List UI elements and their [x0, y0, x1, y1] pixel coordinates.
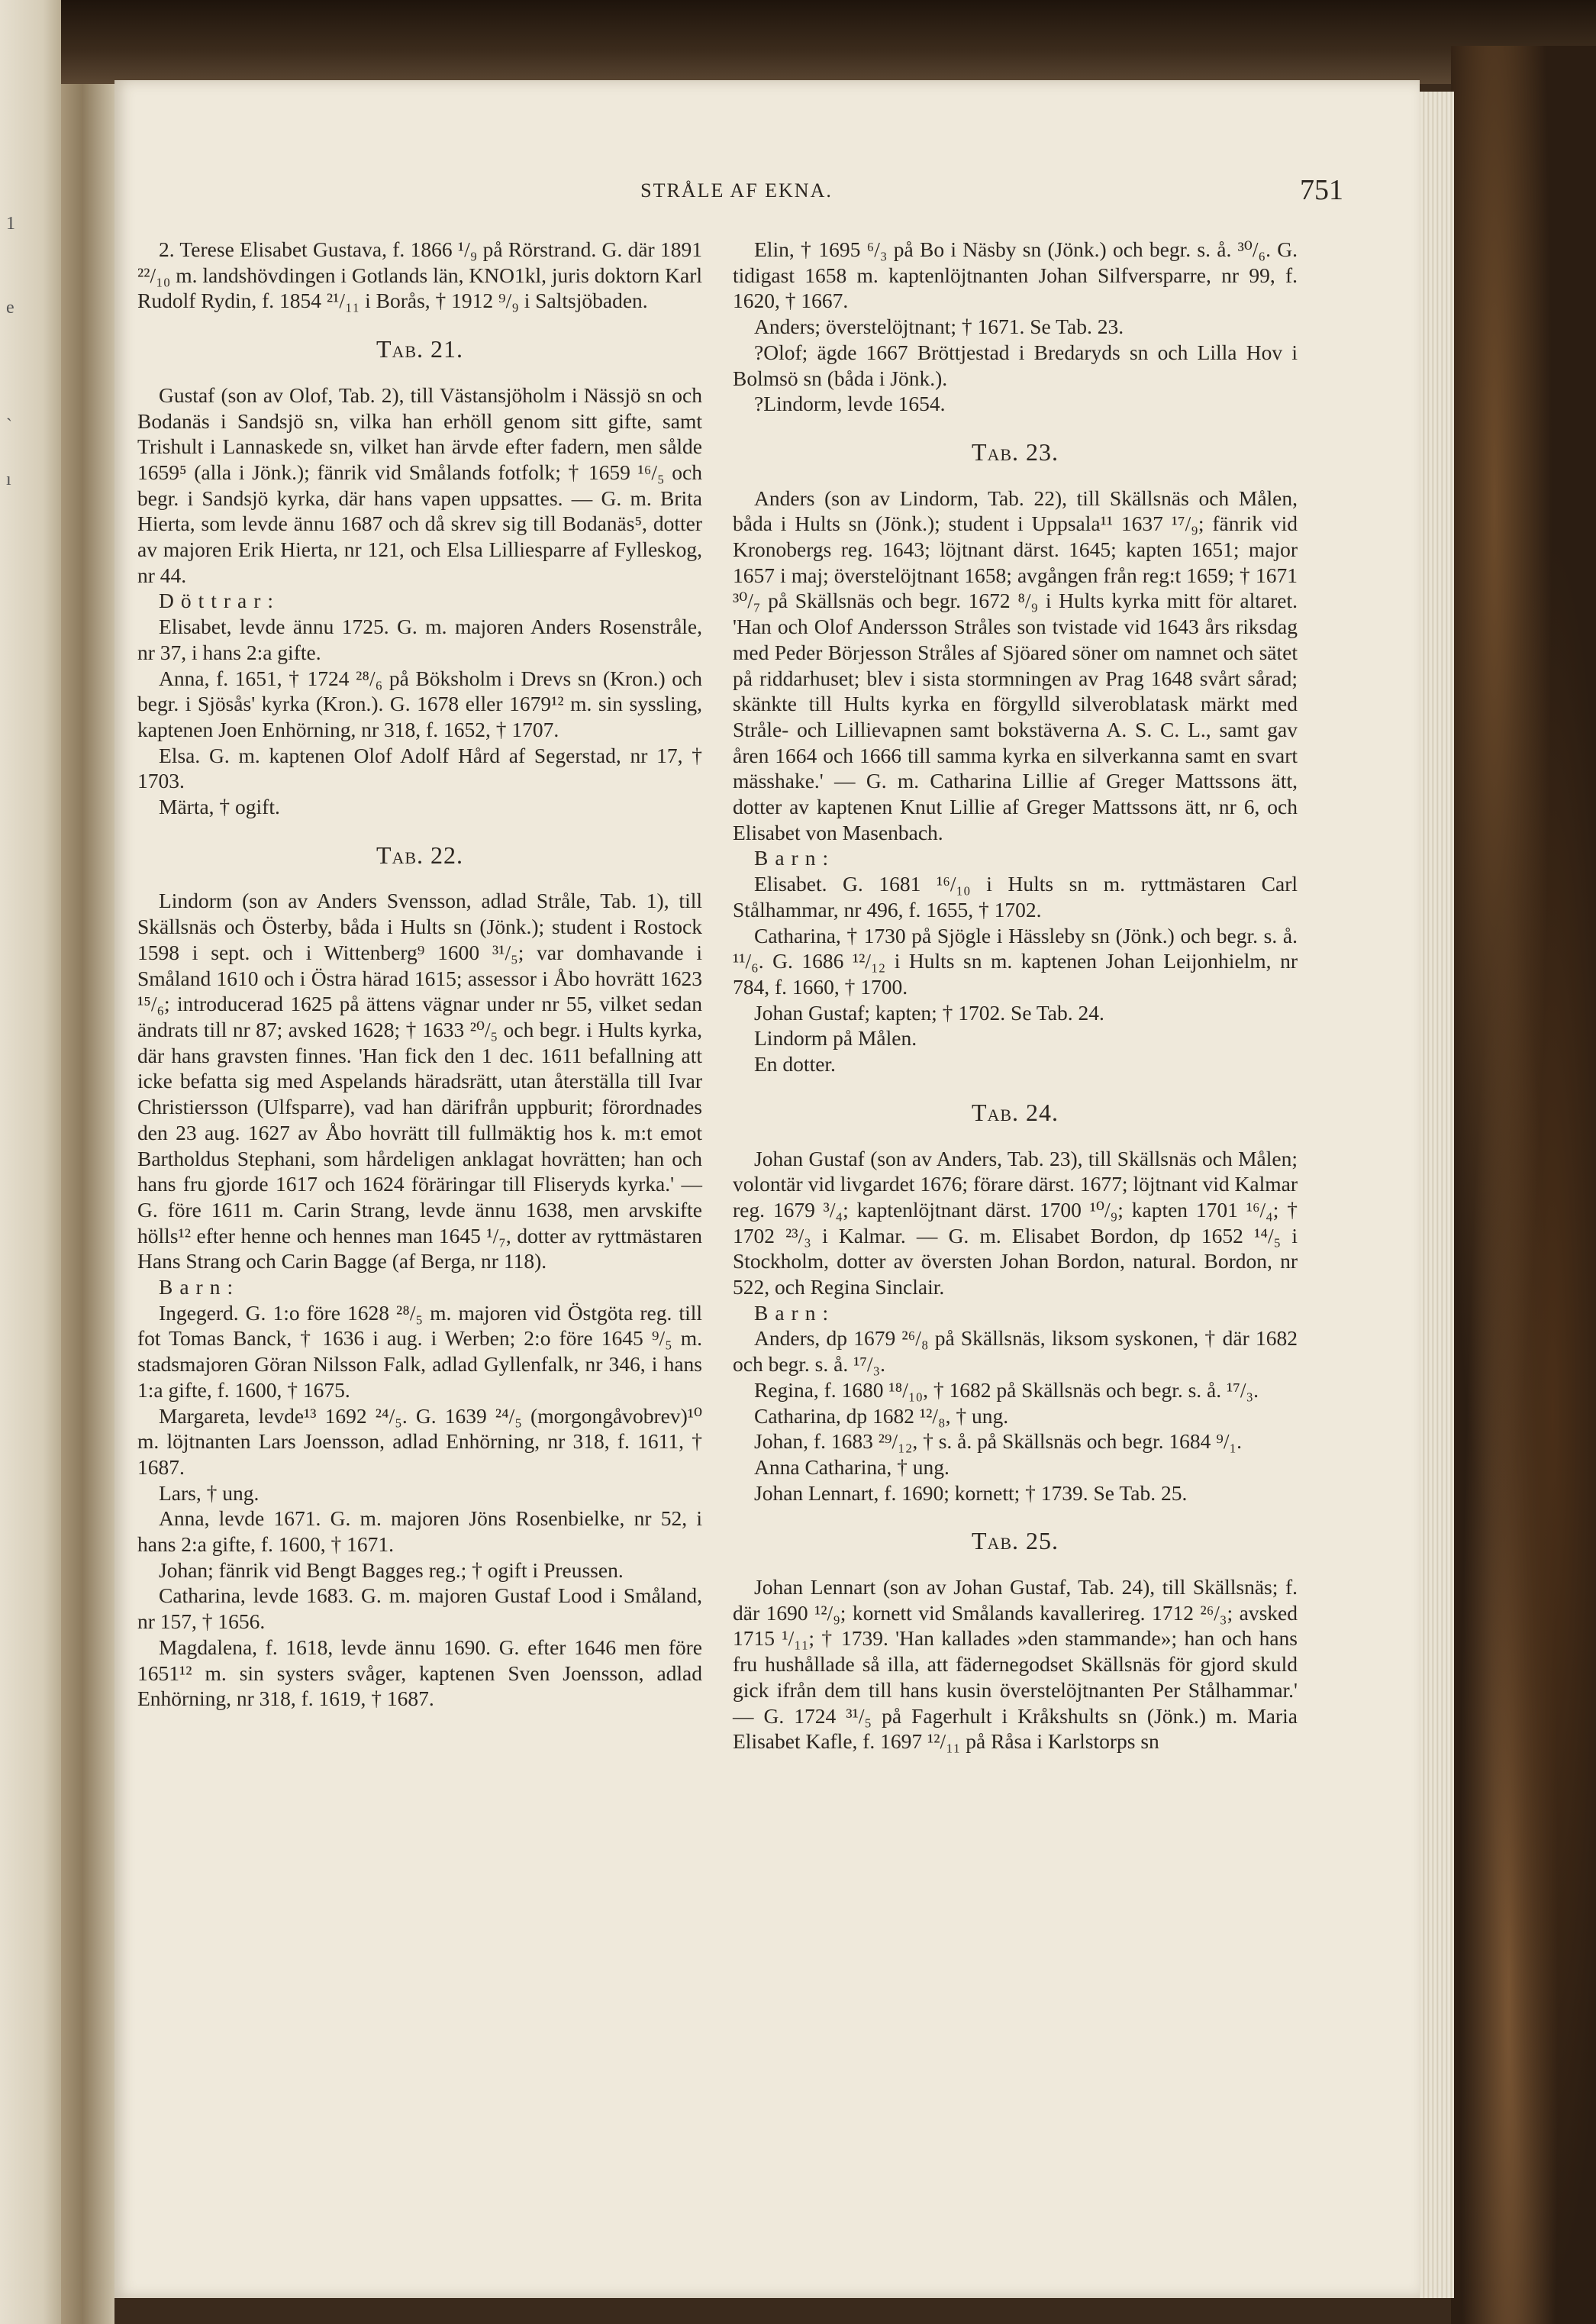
table-heading: Tab. 22.	[376, 841, 464, 869]
entry-paragraph: Magdalena, f. 1618, levde ännu 1690. G. efter 1646 men före 1651¹² m. sin systers svåger, kaptenen Sven Joensson, adlad Enhörning, nr 318, f. 1619, † 1687.	[137, 1635, 702, 1711]
table-heading: Tab. 24.	[971, 1098, 1059, 1126]
entry-paragraph: Catharina, † 1730 på Sjögle i Hässleby sn (Jönk.) och begr. s. å. ¹¹/₆. G. 1686 ¹²/₁₂ i Hults sn m. kaptenen Johan Leijonhielm, nr 784, f. 1660, † 1700.	[733, 923, 1298, 999]
entry-paragraph: Elisabet. G. 1681 ¹⁶/₁₀ i Hults sn m. ryttmästaren Carl Stålhammar, nr 496, f. 1655, † 1702.	[733, 872, 1298, 922]
entry-paragraph: Johan Lennart (son av Johan Gustaf, Tab. 24), till Skällsnäs; f. där 1690 ¹²/₉; kornett vid Smålands kavallerireg. 1712 ²⁶/₃; avsked 1715 ¹/₁₁; † 1739. 'Han kallades »den stammande»; han och hans fru hushållade så illa, att fädernegodset Skällsnäs för gjord skuld gick ifrån dem till hans kusin överstelöjtnanten Per Stålhammar.' — G. 1724 ³¹/₅ på Fagerhult i Kråkshults sn (Jönk.) m. Maria Elisabet Kafle, f. 1697 ¹²/₁₁ på Råsa i Karlstorps sn	[733, 1575, 1298, 1754]
entry-paragraph: Elin, † 1695 ⁶/₃ på Bo i Näsby sn (Jönk.) och begr. s. å. ³⁰/₆. G. tidigast 1658 m. kaptenlöjtnanten Johan Silfversparre, nr 99, f. 1620, † 1667.	[733, 237, 1298, 313]
entry-paragraph: ?Olof; ägde 1667 Bröttjestad i Bredaryds sn och Lilla Hov i Bolmsö sn (båda i Jönk.).	[733, 340, 1298, 390]
running-head: STRÅLE AF EKNA.	[640, 179, 833, 202]
entry-paragraph: Elsa. G. m. kaptenen Olof Adolf Hård af Segerstad, nr 17, † 1703.	[137, 743, 702, 793]
entry-paragraph: Lindorm (son av Anders Svensson, adlad Stråle, Tab. 1), till Skällsnäs och Österby, båda i Hults sn (Jönk.); student i Rostock 1598 i sept. och i Wittenberg⁹ 1600 ³¹/₅; var domhavande i Småland 1610 och i Östra härad 1615; assessor i Åbo hovrätt 1623 ¹⁵/₆; introducerad 1625 på ättens vägnar under nr 55, vilket sedan ändrats till nr 87; avsked 1628; † 1633 ²⁰/₅ och begr. i Hults kyrka, där hans gravsten finnes. 'Han fick den 1 dec. 1611 befallning att icke befatta sig med Aspelands häradsrätt, utan återställa till Ivar Christiersson (Ulfsparre), vad han därifrån uppburit; förordnades den 23 aug. 1627 av Åbo hovrätt till fullmäktig hos k. m:t emot Bartholdus Stephani, som hårdeligen anklagat hovrätten; han och hans fru gjorde 1617 och 1624 föräringar till Fliseryds kyrka.' — G. före 1611 m. Carin Strang, levde ännu 1638, men arvskifte hölls¹² efter henne och hennes man 1645 ¹/₇, dotter av ryttmästaren Hans Strang och Carin Bagge (af Berga, nr 118).	[137, 889, 702, 1273]
entry-paragraph: Catharina, levde 1683. G. m. majoren Gustaf Lood i Småland, nr 157, † 1656.	[137, 1583, 702, 1634]
table-heading: Tab. 25.	[971, 1527, 1059, 1555]
page-edges	[1416, 92, 1454, 2298]
children-label: Döttrar:	[159, 589, 281, 613]
facing-page-mark: `	[6, 416, 12, 436]
children-label: Barn:	[159, 1275, 240, 1299]
facing-page-marks	[6, 214, 29, 519]
entry-paragraph: Gustaf (son av Olof, Tab. 2), till Västansjöholm i Nässjö sn och Bodanäs i Sandsjö sn, vilka han erhöll genom sitt gifte, samt Trishult i Lannaskede sn, vilket han ärvde efter fadern, men sålde 1659⁵ (alla i Jönk.); fänrik vid Smålands fotfolk; † 1659 ¹⁶/₅ och begr. i Sandsjö kyrka, där hans vapen uppsattes. — G. m. Brita Hierta, som levde ännu 1687 och då skrev sig till Bodanäs⁵, dotter av majoren Erik Hierta, nr 121, och Elsa Lilliesparre af Fylleskog, nr 44.	[137, 382, 702, 587]
right-column	[733, 237, 1298, 1754]
children-label: Barn:	[754, 1300, 836, 1325]
book-top-edge	[61, 0, 1596, 84]
entry-paragraph: Anna, levde 1671. G. m. majoren Jöns Rosenbielke, nr 52, i hans 2:a gifte, f. 1600, † 1671.	[137, 1506, 702, 1557]
facing-page-edge	[0, 0, 61, 2324]
entry-paragraph: ?Lindorm, levde 1654.	[754, 392, 946, 416]
entry-paragraph: Anders; överstelöjtnant; † 1671. Se Tab. 23.	[754, 315, 1124, 339]
entry-paragraph: Johan Gustaf; kapten; † 1702. Se Tab. 24.	[754, 1000, 1104, 1025]
entry-paragraph: Catharina, dp 1682 ¹²/₈, † ung.	[754, 1403, 1009, 1428]
page-number: 751	[1300, 174, 1343, 206]
entry-paragraph: Johan Gustaf (son av Anders, Tab. 23), till Skällsnäs och Målen; volontär vid livgardet 1676; förare därst. 1677; löjtnant vid Kalmar reg. 1679 ³/₄; kaptenlöjtnant därst. 1700 ¹⁰/₉; kapten 1701 ¹⁶/₄; † 1702 ²³/₃ i Kalmar. — G. m. Elisabet Bordon, dp 1652 ¹⁴/₅ i Stockholm, dotter av översten Johan Bordon, natural. Bordon, nr 522, och Regina Sinclair.	[733, 1146, 1298, 1299]
facing-page-mark: 1	[6, 214, 15, 234]
left-column	[137, 237, 702, 1712]
table-heading: Tab. 21.	[376, 335, 464, 363]
entry-paragraph: Johan, f. 1683 ²⁹/₁₂, † s. å. på Skällsnäs och begr. 1684 ⁹/₁.	[754, 1429, 1242, 1454]
entry-paragraph: Lindorm på Målen.	[754, 1026, 917, 1051]
entry-paragraph: Margareta, levde¹³ 1692 ²⁴/₅. G. 1639 ²⁴/₅ (morgongåvobrev)¹⁰ m. löjtnanten Lars Joensson, adlad Enhörning, nr 318, f. 1611, † 1687.	[137, 1403, 702, 1479]
table-heading: Tab. 23.	[971, 437, 1059, 466]
entry-paragraph: En dotter.	[754, 1052, 836, 1076]
entry-paragraph: Johan Lennart, f. 1690; kornett; † 1739. Se Tab. 25.	[754, 1480, 1188, 1505]
entry-paragraph: Märta, † ogift.	[159, 795, 280, 819]
entry-paragraph: Lars, † ung.	[159, 1480, 260, 1505]
entry-paragraph: Anders, dp 1679 ²⁶/₈ på Skällsnäs, liksom syskonen, † där 1682 och begr. s. å. ¹⁷/₃.	[733, 1326, 1298, 1377]
facing-page-mark: ı	[6, 470, 11, 489]
entry-paragraph: Johan; fänrik vid Bengt Bagges reg.; † ogift i Preussen.	[159, 1557, 624, 1582]
book-page	[114, 80, 1420, 2298]
entry-paragraph: Anders (son av Lindorm, Tab. 22), till Skällsnäs och Målen, båda i Hults sn (Jönk.); student i Uppsala¹¹ 1637 ¹⁷/₉; fänrik vid Kronobergs reg. 1643; löjtnant därst. 1645; kapten 1651; major 1657 i maj; överstelöjtnant 1658; avgången från reg:t 1659; † 1671 ³⁰/₇ på Skällsnäs och begr. 1672 ⁸/₉ i Hults kyrka mitt för altaret. 'Han och Olof Andersson Stråles son tvistade vid 1643 års riksdag med Peder Börjesson Stråles af Sjöared söner om namnet och sätet på riddarhuset; blev i sista stormningen av Prag 1648 svårt sårad; skänkte till Hults kyrka en förgylld silveroblatask märkt med Stråle- och Lillievapnen samt bokstäverna A. S. C. L., samt gav åren 1664 och 1666 till samma kyrka en silverkanna samt en svart mässhake.' — G. m. Catharina Lillie af Greger Mattssons ätt, dotter av kaptenen Knut Lillie af Greger Mattssons ätt, nr 6, och Elisabet von Masenbach.	[733, 486, 1298, 844]
book-gutter	[61, 0, 114, 2324]
entry-paragraph: Ingegerd. G. 1:o före 1628 ²⁸/₅ m. majoren vid Östgöta reg. till fot Tomas Banck, † 1636 i aug. i Werben; 2:o före 1645 ⁹/₅ m. stadsmajoren Göran Nilsson Falk, adlad Gyllenfalk, nr 346, i hans 1:a gifte, f. 1600, † 1675.	[137, 1300, 702, 1402]
entry-paragraph: Anna Catharina, † ung.	[754, 1454, 950, 1479]
entry-paragraph: Regina, f. 1680 ¹⁸/₁₀, † 1682 på Skällsnäs och begr. s. å. ¹⁷/₃.	[754, 1377, 1259, 1402]
facing-page-mark: e	[6, 298, 15, 318]
book-cover	[1451, 46, 1596, 2324]
entry-paragraph: 2. Terese Elisabet Gustava, f. 1866 ¹/₉ på Rörstrand. G. där 1891 ²²/₁₀ m. landshövdingen i Gotlands län, KNO1kl, juris doktorn Karl Rudolf Rydin, f. 1854 ²¹/₁₁ i Borås, † 1912 ⁹/₉ i Saltsjöbaden.	[137, 237, 702, 313]
children-label: Barn:	[754, 846, 836, 870]
entry-paragraph: Anna, f. 1651, † 1724 ²⁸/₆ på Böksholm i Drevs sn (Kron.) och begr. i Sjösås' kyrka (Kron.). G. 1678 eller 1679¹² m. sin syssling, kaptenen Joen Enhörning, nr 318, f. 1652, † 1707.	[137, 666, 702, 741]
entry-paragraph: Elisabet, levde ännu 1725. G. m. majoren Anders Rosenstråle, nr 37, i hans 2:a gifte.	[137, 615, 702, 664]
